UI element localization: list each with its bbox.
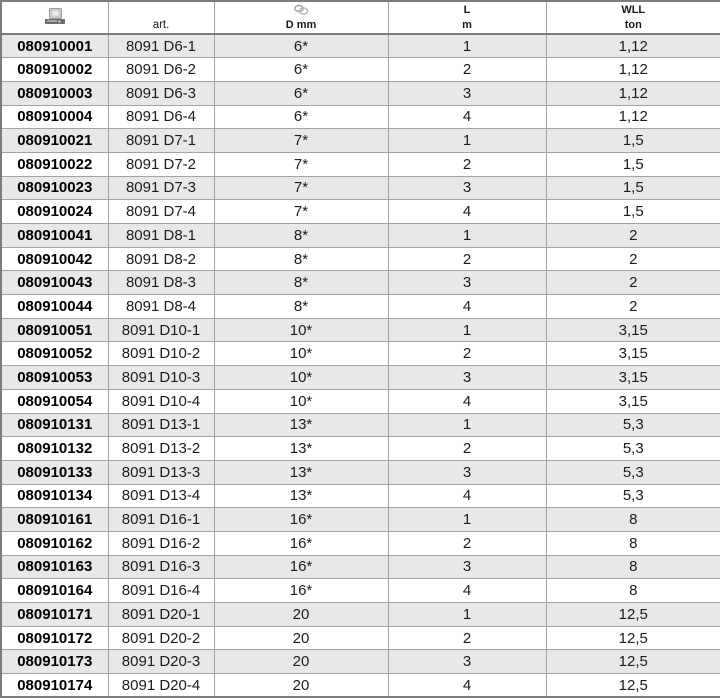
cell-d: 7* xyxy=(214,129,388,153)
cell-l: 3 xyxy=(388,460,546,484)
header-art-label: art. xyxy=(109,18,214,33)
cell-d: 16* xyxy=(214,531,388,555)
cell-wll: 8 xyxy=(546,531,720,555)
cell-art: 8091 D13-3 xyxy=(108,460,214,484)
table-row xyxy=(1,484,720,508)
cell-code: 080910131 xyxy=(1,413,108,437)
header-diameter-label: D mm xyxy=(215,18,388,33)
cell-l: 1 xyxy=(388,603,546,627)
cell-d: 10* xyxy=(214,318,388,342)
cell-l: 1 xyxy=(388,413,546,437)
cell-code: 080910133 xyxy=(1,460,108,484)
cell-code: 080910003 xyxy=(1,81,108,105)
cell-d: 6* xyxy=(214,105,388,129)
table-row xyxy=(1,342,720,366)
cell-art: 8091 D13-2 xyxy=(108,437,214,461)
header-wll-label-bottom: ton xyxy=(547,18,720,33)
table-row xyxy=(1,81,720,105)
cell-wll: 2 xyxy=(546,295,720,319)
cell-code: 080910171 xyxy=(1,603,108,627)
table-header xyxy=(1,1,720,34)
cell-d: 6* xyxy=(214,81,388,105)
cell-code: 080910163 xyxy=(1,555,108,579)
cell-d: 8* xyxy=(214,271,388,295)
table-row xyxy=(1,295,720,319)
cell-d: 8* xyxy=(214,295,388,319)
header-length-label-top: L xyxy=(389,3,546,18)
cell-l: 4 xyxy=(388,484,546,508)
cell-code: 080910051 xyxy=(1,318,108,342)
cell-wll: 12,5 xyxy=(546,674,720,698)
cell-code: 080910054 xyxy=(1,389,108,413)
table-row xyxy=(1,531,720,555)
cell-l: 2 xyxy=(388,342,546,366)
cell-d: 20 xyxy=(214,603,388,627)
cell-code: 080910053 xyxy=(1,366,108,390)
cell-l: 2 xyxy=(388,626,546,650)
cell-code: 080910021 xyxy=(1,129,108,153)
cell-code: 080910161 xyxy=(1,508,108,532)
cell-l: 4 xyxy=(388,295,546,319)
col-header-code xyxy=(1,1,108,34)
cell-wll: 3,15 xyxy=(546,318,720,342)
cell-wll: 1,12 xyxy=(546,105,720,129)
cell-wll: 1,5 xyxy=(546,176,720,200)
cell-wll: 5,3 xyxy=(546,484,720,508)
table-row xyxy=(1,413,720,437)
table-row xyxy=(1,626,720,650)
cell-code: 080910052 xyxy=(1,342,108,366)
cell-art: 8091 D7-1 xyxy=(108,129,214,153)
chain-link-icon xyxy=(293,4,309,16)
table-row xyxy=(1,224,720,248)
cell-d: 16* xyxy=(214,555,388,579)
table-row xyxy=(1,508,720,532)
header-art-spacer xyxy=(109,3,214,18)
cell-art: 8091 D6-3 xyxy=(108,81,214,105)
col-header-length xyxy=(388,1,546,34)
col-header-wll xyxy=(546,1,720,34)
cell-l: 1 xyxy=(388,224,546,248)
cell-wll: 1,12 xyxy=(546,34,720,58)
cell-wll: 1,12 xyxy=(546,58,720,82)
table-row xyxy=(1,650,720,674)
cell-code: 080910022 xyxy=(1,152,108,176)
cell-d: 8* xyxy=(214,224,388,248)
cell-d: 13* xyxy=(214,437,388,461)
cell-code: 080910172 xyxy=(1,626,108,650)
cell-wll: 12,5 xyxy=(546,626,720,650)
cell-art: 8091 D7-4 xyxy=(108,200,214,224)
table-row xyxy=(1,674,720,698)
col-header-diameter xyxy=(214,1,388,34)
cell-l: 2 xyxy=(388,247,546,271)
table-row xyxy=(1,34,720,58)
cell-wll: 5,3 xyxy=(546,437,720,461)
table-row xyxy=(1,437,720,461)
cell-l: 2 xyxy=(388,531,546,555)
cell-d: 7* xyxy=(214,176,388,200)
table-row xyxy=(1,271,720,295)
cell-wll: 2 xyxy=(546,271,720,295)
cell-art: 8091 D10-1 xyxy=(108,318,214,342)
cell-d: 7* xyxy=(214,152,388,176)
cell-code: 080910004 xyxy=(1,105,108,129)
table-row xyxy=(1,176,720,200)
cell-art: 8091 D8-3 xyxy=(108,271,214,295)
cell-code: 080910044 xyxy=(1,295,108,319)
table-row xyxy=(1,389,720,413)
cell-art: 8091 D13-4 xyxy=(108,484,214,508)
cell-wll: 12,5 xyxy=(546,603,720,627)
cell-wll: 1,5 xyxy=(546,129,720,153)
cell-l: 4 xyxy=(388,389,546,413)
cell-art: 8091 D6-2 xyxy=(108,58,214,82)
cell-code: 080910023 xyxy=(1,176,108,200)
cell-l: 3 xyxy=(388,366,546,390)
cell-wll: 8 xyxy=(546,579,720,603)
cell-art: 8091 D16-3 xyxy=(108,555,214,579)
cell-wll: 2 xyxy=(546,247,720,271)
cell-d: 6* xyxy=(214,34,388,58)
table-body xyxy=(1,34,720,697)
cell-d: 10* xyxy=(214,389,388,413)
cell-art: 8091 D16-4 xyxy=(108,579,214,603)
cell-art: 8091 D20-3 xyxy=(108,650,214,674)
table-row xyxy=(1,129,720,153)
cell-code: 080910173 xyxy=(1,650,108,674)
cell-code: 080910042 xyxy=(1,247,108,271)
cell-wll: 3,15 xyxy=(546,366,720,390)
cell-l: 3 xyxy=(388,650,546,674)
cell-l: 4 xyxy=(388,105,546,129)
cell-art: 8091 D8-2 xyxy=(108,247,214,271)
cell-code: 080910041 xyxy=(1,224,108,248)
cell-code: 080910002 xyxy=(1,58,108,82)
cell-d: 20 xyxy=(214,650,388,674)
cell-art: 8091 D8-4 xyxy=(108,295,214,319)
cell-l: 3 xyxy=(388,81,546,105)
cell-code: 080910134 xyxy=(1,484,108,508)
cell-art: 8091 D7-3 xyxy=(108,176,214,200)
header-wll-label-top: WLL xyxy=(547,3,720,18)
table-row xyxy=(1,58,720,82)
cell-d: 13* xyxy=(214,413,388,437)
cell-art: 8091 D10-2 xyxy=(108,342,214,366)
table-row xyxy=(1,460,720,484)
table-row xyxy=(1,318,720,342)
product-code-icon xyxy=(44,8,66,25)
cell-l: 3 xyxy=(388,555,546,579)
cell-wll: 12,5 xyxy=(546,650,720,674)
table-row xyxy=(1,105,720,129)
cell-l: 4 xyxy=(388,579,546,603)
cell-code: 080910164 xyxy=(1,579,108,603)
cell-d: 6* xyxy=(214,58,388,82)
cell-code: 080910162 xyxy=(1,531,108,555)
table-row xyxy=(1,603,720,627)
cell-art: 8091 D6-1 xyxy=(108,34,214,58)
cell-l: 1 xyxy=(388,318,546,342)
cell-d: 7* xyxy=(214,200,388,224)
header-length-label-bottom: m xyxy=(389,18,546,33)
cell-l: 2 xyxy=(388,58,546,82)
cell-wll: 1,5 xyxy=(546,200,720,224)
cell-l: 4 xyxy=(388,200,546,224)
cell-art: 8091 D10-3 xyxy=(108,366,214,390)
table-row xyxy=(1,200,720,224)
cell-art: 8091 D13-1 xyxy=(108,413,214,437)
cell-art: 8091 D16-1 xyxy=(108,508,214,532)
cell-wll: 3,15 xyxy=(546,389,720,413)
cell-code: 080910174 xyxy=(1,674,108,698)
table-row xyxy=(1,247,720,271)
cell-d: 20 xyxy=(214,674,388,698)
cell-wll: 5,3 xyxy=(546,413,720,437)
cell-code: 080910132 xyxy=(1,437,108,461)
cell-code: 080910001 xyxy=(1,34,108,58)
cell-l: 2 xyxy=(388,437,546,461)
cell-code: 080910043 xyxy=(1,271,108,295)
cell-art: 8091 D16-2 xyxy=(108,531,214,555)
cell-art: 8091 D6-4 xyxy=(108,105,214,129)
cell-wll: 8 xyxy=(546,555,720,579)
cell-l: 4 xyxy=(388,674,546,698)
table-row xyxy=(1,366,720,390)
cell-wll: 1,12 xyxy=(546,81,720,105)
cell-art: 8091 D8-1 xyxy=(108,224,214,248)
cell-d: 16* xyxy=(214,579,388,603)
cell-d: 13* xyxy=(214,460,388,484)
cell-l: 1 xyxy=(388,129,546,153)
cell-art: 8091 D10-4 xyxy=(108,389,214,413)
cell-art: 8091 D20-2 xyxy=(108,626,214,650)
cell-d: 10* xyxy=(214,366,388,390)
table-row xyxy=(1,152,720,176)
cell-l: 3 xyxy=(388,271,546,295)
cell-art: 8091 D20-4 xyxy=(108,674,214,698)
cell-code: 080910024 xyxy=(1,200,108,224)
cell-l: 1 xyxy=(388,508,546,532)
cell-l: 3 xyxy=(388,176,546,200)
cell-d: 10* xyxy=(214,342,388,366)
cell-d: 8* xyxy=(214,247,388,271)
table-row xyxy=(1,579,720,603)
cell-l: 2 xyxy=(388,152,546,176)
cell-art: 8091 D20-1 xyxy=(108,603,214,627)
cell-l: 1 xyxy=(388,34,546,58)
cell-d: 20 xyxy=(214,626,388,650)
cell-wll: 2 xyxy=(546,224,720,248)
cell-art: 8091 D7-2 xyxy=(108,152,214,176)
cell-wll: 8 xyxy=(546,508,720,532)
cell-wll: 1,5 xyxy=(546,152,720,176)
cell-wll: 3,15 xyxy=(546,342,720,366)
col-header-art xyxy=(108,1,214,34)
table-row xyxy=(1,555,720,579)
header-row xyxy=(1,1,720,34)
cell-wll: 5,3 xyxy=(546,460,720,484)
cell-d: 13* xyxy=(214,484,388,508)
cell-d: 16* xyxy=(214,508,388,532)
